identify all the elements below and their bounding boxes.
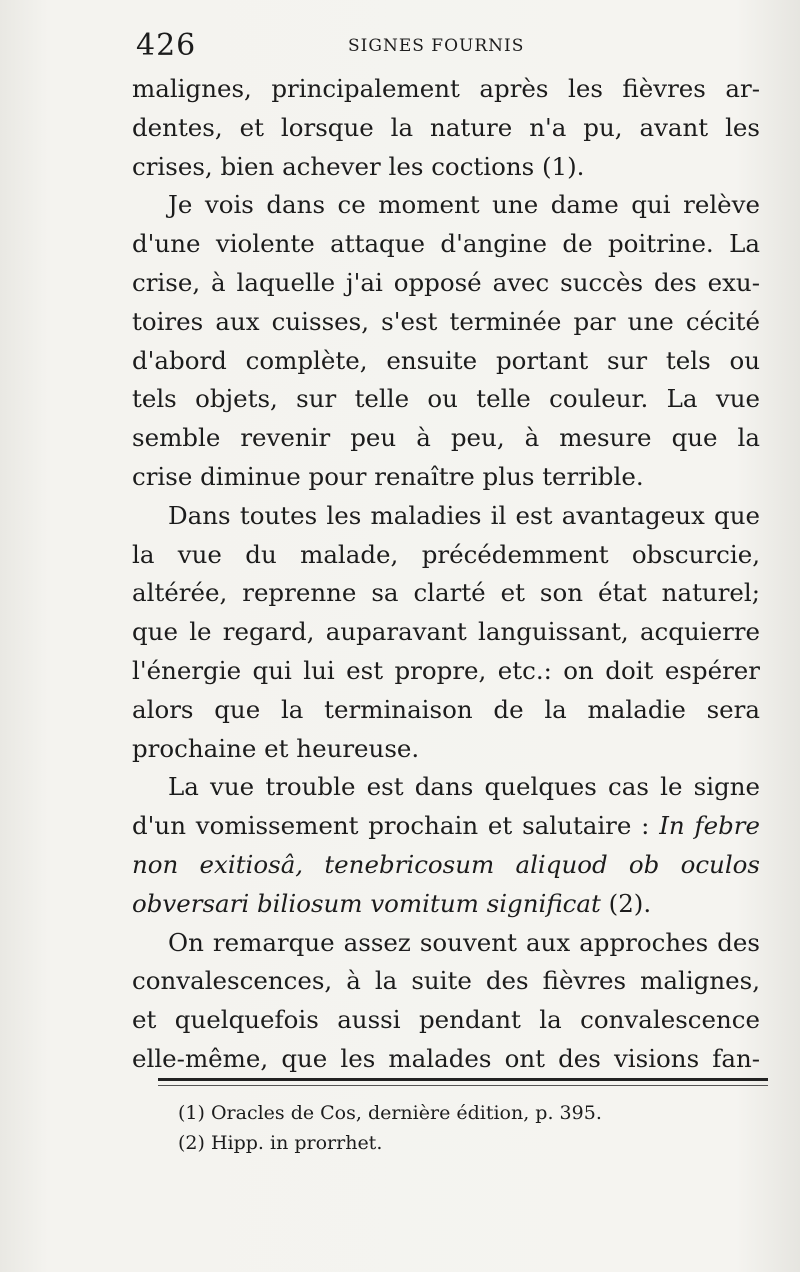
- text-line: malignes, principalement après les fièvres ar-: [132, 74, 760, 103]
- page-number: 426: [136, 28, 197, 63]
- running-title: SIGNES FOURNIS: [348, 36, 525, 56]
- latin-quote-line: non exitiosâ, tenebricosum aliquod ob oculos: [132, 849, 760, 879]
- text-line: dentes, et lorsque la nature n'a pu, avant les: [132, 112, 760, 142]
- text-line: toires aux cuisses, s'est terminée par une cécité: [132, 306, 760, 336]
- text-line: que le regard, auparavant languissant, acquierre: [132, 617, 760, 647]
- text-line: d'une violente attaque d'angine de poitrine. La: [132, 229, 760, 259]
- text-line: prochaine et heureuse.: [132, 733, 420, 763]
- footnote-rule-thin: [158, 1085, 768, 1086]
- text-line: Dans toutes les maladies il est avantageux que: [168, 500, 760, 530]
- text-line: Je vois dans ce moment une dame qui relève: [168, 190, 760, 220]
- text-line: l'énergie qui lui est propre, etc.: on doit espérer: [132, 655, 760, 685]
- text-line: La vue trouble est dans quelques cas le signe: [168, 772, 760, 802]
- text-line: [132, 807, 760, 846]
- footnote-1: (1) Oracles de Cos, dernière édition, p. 395.: [178, 1102, 602, 1124]
- page-header: [136, 28, 756, 68]
- text-line: alors que la terminaison de la maladie sera: [132, 694, 760, 724]
- text-line: la vue du malade, précédemment obscurcie,: [132, 539, 760, 569]
- text-line: et quelquefois aussi pendant la convalescence: [132, 1005, 760, 1035]
- footnote-2: (2) Hipp. in prorrhet.: [178, 1132, 383, 1154]
- text-line: elle-même, que les malades ont des visions fan-: [132, 1043, 760, 1073]
- body-text: [132, 70, 760, 1079]
- footnotes: [178, 1098, 738, 1158]
- footnote-ref: (2).: [608, 888, 652, 918]
- text-line: altérée, reprenne sa clarté et son état naturel;: [132, 578, 760, 608]
- latin-quote: obversari biliosum vomitum significat: [132, 888, 601, 918]
- text-line: crise diminue pour renaître plus terrible.: [132, 461, 644, 491]
- text-line: crises, bien achever les coctions (1).: [132, 151, 585, 181]
- text-line: semble revenir peu à peu, à mesure que la: [132, 423, 760, 453]
- text-line: [132, 885, 760, 924]
- text-line: tels objets, sur telle ou telle couleur. La vue: [132, 384, 760, 414]
- text-line-roman: d'un vomissement prochain et salutaire :: [132, 811, 650, 841]
- text-line: convalescences, à la suite des fièvres malignes,: [132, 966, 760, 996]
- text-line: d'abord complète, ensuite portant sur tels ou: [132, 345, 760, 375]
- text-line: crise, à laquelle j'ai opposé avec succès des exu-: [132, 267, 760, 297]
- latin-quote: In febre: [659, 811, 760, 841]
- footnote-rule: [158, 1078, 768, 1081]
- text-line: On remarque assez souvent aux approches des: [168, 927, 760, 957]
